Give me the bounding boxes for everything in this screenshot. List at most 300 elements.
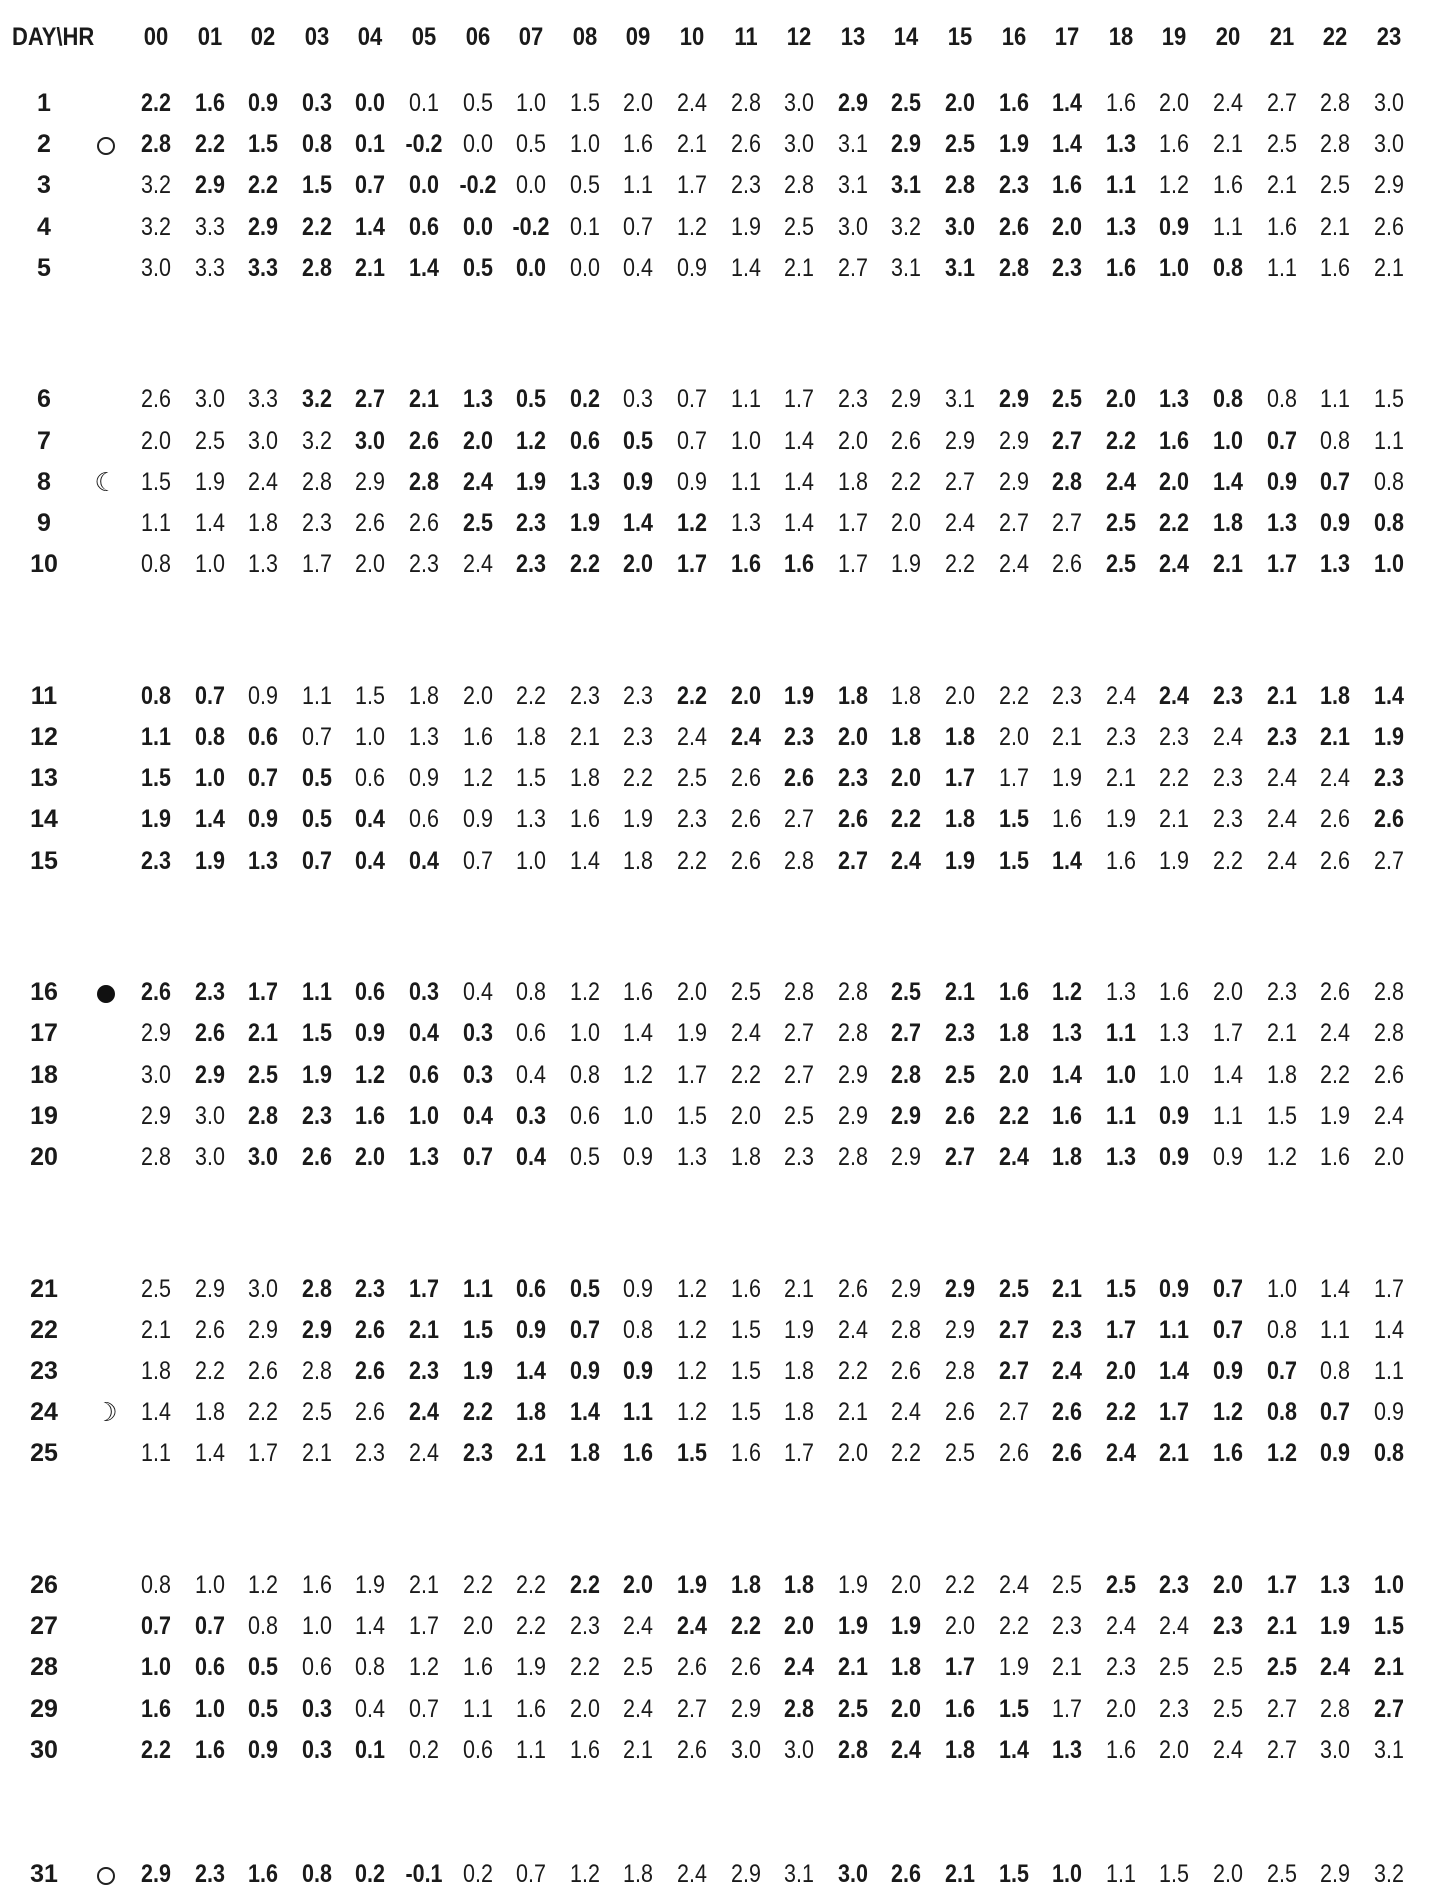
tide-cell: 1.9 bbox=[516, 1653, 547, 1682]
tide-cell: 2.7 bbox=[998, 1357, 1029, 1385]
tide-cell: 1.9 bbox=[784, 681, 815, 710]
tide-cell: 1.3 bbox=[569, 467, 600, 496]
day-label-1: 1 bbox=[37, 89, 51, 117]
tide-cell: 2.1 bbox=[301, 1439, 332, 1468]
tide-cell: 2.0 bbox=[784, 1612, 815, 1641]
tide-cell: 0.7 bbox=[1213, 1315, 1243, 1344]
tide-cell: 1.6 bbox=[1320, 1143, 1351, 1171]
tide-cell: 2.2 bbox=[1213, 846, 1243, 875]
tide-cell: 3.0 bbox=[141, 1060, 171, 1089]
tide-cell: 2.7 bbox=[1052, 426, 1083, 455]
tide-cell: 2.7 bbox=[784, 1060, 815, 1089]
tide-cell: 2.8 bbox=[248, 1101, 279, 1130]
tide-cell: 2.8 bbox=[141, 1143, 171, 1171]
tide-cell: 2.3 bbox=[355, 1274, 386, 1303]
tide-cell: 3.0 bbox=[837, 212, 868, 241]
tide-cell: 1.1 bbox=[141, 1439, 171, 1468]
day-label-8: 8 bbox=[37, 467, 51, 496]
tide-cell: 2.3 bbox=[1159, 1571, 1190, 1599]
tide-cell: 2.6 bbox=[998, 212, 1029, 241]
tide-cell: 2.7 bbox=[998, 509, 1029, 537]
tide-cell: 2.0 bbox=[623, 89, 654, 117]
tide-cell: 1.3 bbox=[516, 805, 547, 834]
tide-cell: 2.1 bbox=[516, 1439, 547, 1468]
tide-cell: 0.5 bbox=[248, 1653, 279, 1682]
tide-cell: 3.0 bbox=[784, 89, 815, 117]
tide-cell: 1.5 bbox=[248, 130, 279, 159]
tide-cell: 2.6 bbox=[141, 385, 171, 414]
tide-cell: 2.6 bbox=[355, 509, 386, 537]
tide-cell: 2.0 bbox=[1105, 1357, 1136, 1385]
tide-cell: 2.9 bbox=[945, 426, 975, 455]
tide-cell: 2.3 bbox=[623, 723, 654, 751]
tide-cell: 1.2 bbox=[677, 1398, 707, 1427]
tide-cell: 2.6 bbox=[891, 1860, 922, 1888]
tide-cell: 1.8 bbox=[784, 1398, 815, 1427]
tide-cell: 1.1 bbox=[730, 385, 761, 414]
tide-cell: 2.4 bbox=[1320, 1019, 1351, 1048]
tide-cell: 0.9 bbox=[516, 1315, 547, 1344]
day-label-13: 13 bbox=[30, 764, 58, 793]
tide-cell: 1.5 bbox=[677, 1439, 707, 1468]
tide-cell: 1.8 bbox=[837, 681, 868, 710]
tide-cell: 1.1 bbox=[1105, 1860, 1136, 1888]
tide-cell: 0.9 bbox=[1159, 1143, 1190, 1171]
day-label-4: 4 bbox=[37, 212, 51, 241]
tide-cell: 0.8 bbox=[194, 723, 225, 751]
tide-cell: 2.4 bbox=[730, 1019, 761, 1048]
tide-cell: 0.8 bbox=[1373, 467, 1404, 496]
tide-cell: 2.6 bbox=[730, 1653, 761, 1682]
tide-cell: 2.6 bbox=[141, 978, 171, 1007]
tide-cell: 0.5 bbox=[248, 1694, 279, 1723]
day-label-6: 6 bbox=[37, 385, 51, 414]
tide-cell: 0.6 bbox=[409, 805, 439, 834]
tide-cell: 1.6 bbox=[730, 550, 761, 579]
tide-cell: 2.3 bbox=[194, 978, 225, 1007]
tide-cell: 1.1 bbox=[1320, 385, 1351, 414]
tide-cell: 2.6 bbox=[355, 1398, 386, 1427]
tide-cell: 2.3 bbox=[837, 764, 868, 793]
tide-cell: 2.4 bbox=[998, 550, 1029, 579]
tide-cell: 2.4 bbox=[677, 1612, 707, 1641]
tide-cell: 2.1 bbox=[623, 1735, 654, 1764]
tide-cell: 0.8 bbox=[355, 1653, 386, 1682]
tide-cell: 2.3 bbox=[998, 171, 1029, 200]
tide-cell: 2.8 bbox=[301, 1274, 332, 1303]
tide-cell: 2.2 bbox=[998, 1101, 1029, 1130]
tide-cell: 3.3 bbox=[248, 253, 279, 282]
tide-cell: 2.2 bbox=[194, 1357, 225, 1385]
tide-cell: 2.5 bbox=[730, 978, 761, 1007]
tide-cell: 1.3 bbox=[1105, 1143, 1136, 1171]
tide-cell: 0.8 bbox=[301, 130, 332, 159]
tide-cell: 0.4 bbox=[516, 1143, 547, 1171]
tide-cell: 2.4 bbox=[1105, 681, 1136, 710]
tide-cell: 2.9 bbox=[998, 385, 1029, 414]
tide-cell: 2.1 bbox=[677, 130, 707, 159]
tide-cell: 2.8 bbox=[730, 89, 761, 117]
tide-cell: 2.8 bbox=[837, 978, 868, 1007]
hour-header-15: 15 bbox=[947, 23, 973, 51]
tide-cell: 0.6 bbox=[569, 426, 600, 455]
tide-cell: 0.8 bbox=[1213, 385, 1243, 414]
tide-cell: 1.5 bbox=[1159, 1860, 1190, 1888]
tide-cell: 2.9 bbox=[945, 1315, 975, 1344]
tide-cell: 1.0 bbox=[569, 130, 600, 159]
tide-cell: 2.1 bbox=[945, 978, 975, 1007]
tide-cell: 2.2 bbox=[1159, 509, 1190, 537]
tide-cell: 1.8 bbox=[1052, 1143, 1083, 1171]
moon-full-icon bbox=[86, 129, 126, 159]
day-label-22: 22 bbox=[30, 1315, 58, 1344]
tide-cell: 1.9 bbox=[998, 1653, 1029, 1682]
tide-cell: 2.4 bbox=[1320, 764, 1351, 793]
tide-cell: 2.4 bbox=[409, 1439, 439, 1468]
tide-cell: 1.1 bbox=[1105, 1101, 1136, 1130]
tide-cell: 0.6 bbox=[355, 978, 386, 1007]
tide-cell: 1.4 bbox=[141, 1398, 171, 1427]
tide-cell: 2.2 bbox=[998, 681, 1029, 710]
tide-cell: 2.5 bbox=[141, 1274, 171, 1303]
tide-cell: 1.0 bbox=[516, 89, 547, 117]
tide-cell: 1.3 bbox=[1105, 978, 1136, 1007]
hour-header-02: 02 bbox=[250, 23, 276, 51]
tide-cell: 2.5 bbox=[784, 1101, 815, 1130]
tide-cell: 2.2 bbox=[730, 1060, 761, 1089]
tide-cell: 2.7 bbox=[891, 1019, 922, 1048]
tide-cell: 2.6 bbox=[248, 1357, 279, 1385]
tide-cell: 2.2 bbox=[569, 1653, 600, 1682]
tide-cell: 0.8 bbox=[1266, 385, 1297, 414]
tide-cell: 2.9 bbox=[837, 1101, 868, 1130]
tide-cell: 1.5 bbox=[141, 764, 171, 793]
tide-cell: 2.4 bbox=[677, 1860, 707, 1888]
hour-header-14: 14 bbox=[894, 23, 919, 51]
tide-cell: 1.5 bbox=[730, 1315, 761, 1344]
tide-cell: 3.0 bbox=[248, 1143, 279, 1171]
day-label-3: 3 bbox=[37, 171, 51, 200]
tide-cell: 1.4 bbox=[1213, 1060, 1243, 1089]
tide-cell: 1.8 bbox=[891, 723, 922, 751]
tide-cell: 2.9 bbox=[891, 385, 922, 414]
tide-cell: 1.2 bbox=[677, 509, 707, 537]
tide-cell: 1.4 bbox=[1052, 130, 1083, 159]
tide-cell: 2.7 bbox=[837, 846, 868, 875]
tide-cell: 2.4 bbox=[1266, 805, 1297, 834]
tide-cell: 2.5 bbox=[1052, 1571, 1083, 1599]
tide-cell: 0.0 bbox=[355, 89, 386, 117]
tide-cell: 1.5 bbox=[998, 1860, 1029, 1888]
tide-cell: 1.1 bbox=[1266, 253, 1297, 282]
tide-cell: 2.8 bbox=[891, 1315, 922, 1344]
tide-cell: 2.0 bbox=[945, 681, 975, 710]
tide-cell: 1.8 bbox=[837, 467, 868, 496]
tide-cell: 0.0 bbox=[409, 171, 439, 200]
tide-cell: 2.4 bbox=[462, 467, 493, 496]
tide-cell: 0.3 bbox=[301, 1735, 332, 1764]
tide-cell: 2.4 bbox=[1266, 764, 1297, 793]
tide-cell: 0.7 bbox=[1213, 1274, 1243, 1303]
tide-cell: 2.4 bbox=[1159, 681, 1190, 710]
tide-cell: 1.1 bbox=[141, 509, 171, 537]
tide-cell: 2.0 bbox=[1373, 1143, 1404, 1171]
tide-cell: 1.6 bbox=[1105, 1735, 1136, 1764]
tide-cell: 1.0 bbox=[1105, 1060, 1136, 1089]
tide-cell: 2.1 bbox=[784, 1274, 815, 1303]
tide-cell: 1.3 bbox=[1320, 550, 1351, 579]
tide-cell: 1.8 bbox=[891, 1653, 922, 1682]
tide-cell: 2.5 bbox=[1105, 550, 1136, 579]
tide-cell: 1.4 bbox=[569, 1398, 600, 1427]
tide-cell: 1.9 bbox=[784, 1315, 815, 1344]
tide-cell: 2.2 bbox=[248, 1398, 279, 1427]
tide-cell: 1.6 bbox=[1159, 978, 1190, 1007]
tide-cell: 2.1 bbox=[837, 1398, 868, 1427]
tide-cell: 3.2 bbox=[1373, 1860, 1404, 1888]
tide-cell: 0.7 bbox=[248, 764, 279, 793]
day-label-19: 19 bbox=[30, 1101, 58, 1130]
tide-cell: 2.5 bbox=[945, 1439, 975, 1468]
tide-cell: 2.4 bbox=[1105, 1439, 1136, 1468]
tide-cell: 1.6 bbox=[1213, 1439, 1243, 1468]
tide-cell: 2.5 bbox=[1213, 1653, 1243, 1682]
tide-cell: 0.0 bbox=[569, 253, 600, 282]
tide-cell: 1.4 bbox=[784, 426, 815, 455]
tide-cell: 1.6 bbox=[194, 1735, 225, 1764]
tide-cell: -0.2 bbox=[405, 130, 443, 159]
tide-cell: 2.3 bbox=[1373, 764, 1404, 793]
tide-cell: 2.9 bbox=[891, 1274, 922, 1303]
tide-cell: 1.1 bbox=[462, 1274, 493, 1303]
tide-cell: 1.6 bbox=[301, 1571, 332, 1599]
tide-cell: 2.1 bbox=[1213, 130, 1243, 159]
tide-cell: 1.5 bbox=[355, 681, 386, 710]
tide-cell: 2.2 bbox=[891, 1439, 922, 1468]
tide-cell: 2.5 bbox=[301, 1398, 332, 1427]
tide-cell: 1.8 bbox=[569, 764, 600, 793]
tide-cell: 2.8 bbox=[301, 467, 332, 496]
tide-cell: 2.5 bbox=[1266, 1860, 1297, 1888]
tide-cell: 0.2 bbox=[462, 1860, 493, 1888]
tide-cell: 2.6 bbox=[730, 130, 761, 159]
tide-cell: 1.9 bbox=[1052, 764, 1083, 793]
tide-cell: 1.0 bbox=[141, 1653, 171, 1682]
tide-cell: 1.9 bbox=[194, 846, 225, 875]
tide-cell: 2.5 bbox=[945, 130, 975, 159]
tide-cell: 2.7 bbox=[837, 253, 868, 282]
tide-cell: 1.6 bbox=[1052, 171, 1083, 200]
tide-cell: 1.1 bbox=[141, 723, 171, 751]
tide-cell: 2.6 bbox=[837, 1274, 868, 1303]
tide-cell: 2.7 bbox=[1266, 1694, 1297, 1723]
tide-cell: 1.4 bbox=[1320, 1274, 1351, 1303]
tide-cell: 1.1 bbox=[730, 467, 761, 496]
tide-cell: 3.0 bbox=[730, 1735, 761, 1764]
tide-cell: 2.1 bbox=[1320, 212, 1351, 241]
tide-cell: 2.1 bbox=[1266, 171, 1297, 200]
tide-cell: 2.1 bbox=[1052, 1653, 1083, 1682]
tide-cell: 1.9 bbox=[355, 1571, 386, 1599]
tide-cell: 1.4 bbox=[730, 253, 761, 282]
day-label-11: 11 bbox=[30, 681, 58, 710]
tide-cell: 0.8 bbox=[516, 978, 547, 1007]
tide-cell: 0.2 bbox=[409, 1735, 439, 1764]
day-label-18: 18 bbox=[30, 1060, 58, 1089]
tide-cell: 0.8 bbox=[1266, 1315, 1297, 1344]
tide-cell: 2.8 bbox=[945, 171, 975, 200]
tide-cell: 2.2 bbox=[891, 467, 922, 496]
tide-cell: 2.1 bbox=[355, 253, 386, 282]
tide-cell: 0.0 bbox=[462, 130, 493, 159]
tide-cell: 2.0 bbox=[891, 764, 922, 793]
tide-cell: 2.8 bbox=[784, 978, 815, 1007]
tide-cell: 1.7 bbox=[1373, 1274, 1404, 1303]
tide-cell: 2.0 bbox=[623, 1571, 654, 1599]
tide-cell: 2.6 bbox=[355, 1357, 386, 1385]
hour-header-18: 18 bbox=[1108, 23, 1134, 51]
tide-cell: 2.9 bbox=[194, 171, 225, 200]
tide-cell: 0.6 bbox=[355, 764, 386, 793]
tide-cell: 1.6 bbox=[462, 723, 493, 751]
tide-cell: 2.3 bbox=[1159, 723, 1190, 751]
tide-cell: 1.3 bbox=[409, 1143, 439, 1171]
tide-cell: 1.8 bbox=[945, 1735, 975, 1764]
tide-cell: 2.9 bbox=[945, 1274, 975, 1303]
tide-cell: 1.4 bbox=[1052, 89, 1083, 117]
tide-cell: 2.8 bbox=[945, 1357, 975, 1385]
tide-cell: 2.4 bbox=[1213, 1735, 1243, 1764]
tide-cell: 2.0 bbox=[1159, 467, 1190, 496]
tide-cell: 1.0 bbox=[355, 723, 386, 751]
tide-cell: 2.5 bbox=[1266, 1653, 1297, 1682]
tide-cell: 2.3 bbox=[1159, 1694, 1190, 1723]
tide-cell: 2.2 bbox=[730, 1612, 761, 1641]
tide-cell: 1.5 bbox=[1105, 1274, 1136, 1303]
tide-cell: 1.5 bbox=[730, 1398, 761, 1427]
tide-cell: 1.7 bbox=[1213, 1019, 1243, 1048]
tide-cell: 0.7 bbox=[355, 171, 386, 200]
tide-cell: 2.6 bbox=[194, 1019, 225, 1048]
tide-cell: 2.9 bbox=[141, 1101, 171, 1130]
tide-cell: 0.2 bbox=[355, 1860, 386, 1888]
tide-cell: 2.2 bbox=[998, 1612, 1029, 1641]
tide-cell: 1.5 bbox=[677, 1101, 707, 1130]
tide-cell: 2.3 bbox=[1266, 978, 1297, 1007]
hour-header-05: 05 bbox=[411, 23, 437, 51]
tide-cell: 1.1 bbox=[301, 681, 332, 710]
hour-header-03: 03 bbox=[304, 23, 330, 51]
tide-cell: 2.3 bbox=[301, 509, 332, 537]
tide-cell: 2.8 bbox=[784, 1694, 815, 1723]
tide-cell: 1.1 bbox=[623, 171, 654, 200]
tide-cell: 1.2 bbox=[569, 1860, 600, 1888]
tide-cell: 1.3 bbox=[409, 723, 439, 751]
tide-cell: 2.2 bbox=[516, 1612, 547, 1641]
tide-cell: 2.8 bbox=[891, 1060, 922, 1089]
tide-cell: 2.6 bbox=[730, 846, 761, 875]
tide-cell: 1.4 bbox=[1373, 681, 1404, 710]
tide-cell: 2.6 bbox=[355, 1315, 386, 1344]
tide-cell: 2.0 bbox=[998, 723, 1029, 751]
tide-cell: 2.5 bbox=[837, 1694, 868, 1723]
tide-cell: 1.9 bbox=[730, 212, 761, 241]
tide-cell: 1.0 bbox=[194, 764, 225, 793]
tide-cell: 1.5 bbox=[462, 1315, 493, 1344]
tide-cell: 2.5 bbox=[194, 426, 225, 455]
tide-cell: 2.6 bbox=[194, 1315, 225, 1344]
tide-cell: 2.2 bbox=[248, 171, 279, 200]
tide-cell: 0.7 bbox=[1320, 467, 1351, 496]
moon-disc bbox=[97, 1867, 115, 1885]
tide-cell: 2.2 bbox=[677, 846, 707, 875]
tide-cell: 1.4 bbox=[409, 253, 439, 282]
tide-cell: 2.3 bbox=[409, 550, 439, 579]
tide-cell: 2.1 bbox=[1159, 1439, 1190, 1468]
tide-cell: 1.8 bbox=[409, 681, 439, 710]
tide-cell: 3.2 bbox=[891, 212, 922, 241]
tide-cell: 1.6 bbox=[1105, 846, 1136, 875]
tide-cell: 0.9 bbox=[248, 1735, 279, 1764]
tide-cell: 3.0 bbox=[784, 130, 815, 159]
tide-cell: 3.3 bbox=[248, 385, 279, 414]
hour-header-22: 22 bbox=[1322, 23, 1348, 51]
tide-cell: 0.7 bbox=[409, 1694, 439, 1723]
hour-header-12: 12 bbox=[786, 23, 812, 51]
tide-cell: 2.5 bbox=[1159, 1653, 1190, 1682]
day-label-29: 29 bbox=[30, 1694, 58, 1723]
tide-cell: 2.7 bbox=[1266, 89, 1297, 117]
tide-cell: 2.2 bbox=[516, 681, 547, 710]
tide-cell: 2.6 bbox=[1320, 846, 1351, 875]
tide-cell: 1.6 bbox=[1159, 426, 1190, 455]
tide-cell: 1.6 bbox=[248, 1860, 279, 1888]
tide-cell: 2.4 bbox=[837, 1315, 868, 1344]
tide-cell: 1.6 bbox=[462, 1653, 493, 1682]
tide-cell: 2.4 bbox=[248, 467, 279, 496]
hour-header-13: 13 bbox=[840, 23, 866, 51]
tide-cell: 1.6 bbox=[355, 1101, 386, 1130]
day-label-28: 28 bbox=[30, 1653, 58, 1682]
tide-cell: 1.2 bbox=[409, 1653, 439, 1682]
tide-cell: 2.7 bbox=[1052, 509, 1083, 537]
tide-cell: 2.3 bbox=[1052, 1315, 1083, 1344]
tide-cell: 1.3 bbox=[1105, 212, 1136, 241]
tide-cell: 2.2 bbox=[1320, 1060, 1351, 1089]
day-label-30: 30 bbox=[30, 1735, 58, 1764]
day-label-21: 21 bbox=[30, 1274, 58, 1303]
tide-cell: 1.9 bbox=[837, 1571, 868, 1599]
tide-cell: 2.4 bbox=[1105, 1612, 1136, 1641]
tide-cell: 1.2 bbox=[1266, 1143, 1297, 1171]
tide-cell: 1.6 bbox=[1213, 171, 1243, 200]
tide-cell: 0.5 bbox=[569, 1274, 600, 1303]
tide-cell: 2.7 bbox=[998, 1398, 1029, 1427]
tide-cell: 1.1 bbox=[462, 1694, 493, 1723]
tide-cell: 2.6 bbox=[784, 764, 815, 793]
tide-cell: 2.3 bbox=[1213, 764, 1243, 793]
tide-cell: 3.1 bbox=[837, 171, 868, 200]
tide-cell: 0.9 bbox=[623, 1143, 654, 1171]
tide-cell: 2.5 bbox=[462, 509, 493, 537]
tide-cell: 2.0 bbox=[569, 1694, 600, 1723]
tide-cell: 1.5 bbox=[1266, 1101, 1297, 1130]
tide-cell: 2.4 bbox=[1159, 550, 1190, 579]
tide-cell: 2.6 bbox=[677, 1653, 707, 1682]
tide-cell: 1.8 bbox=[730, 1571, 761, 1599]
tide-cell: 1.8 bbox=[891, 681, 922, 710]
tide-cell: 1.9 bbox=[1159, 846, 1190, 875]
